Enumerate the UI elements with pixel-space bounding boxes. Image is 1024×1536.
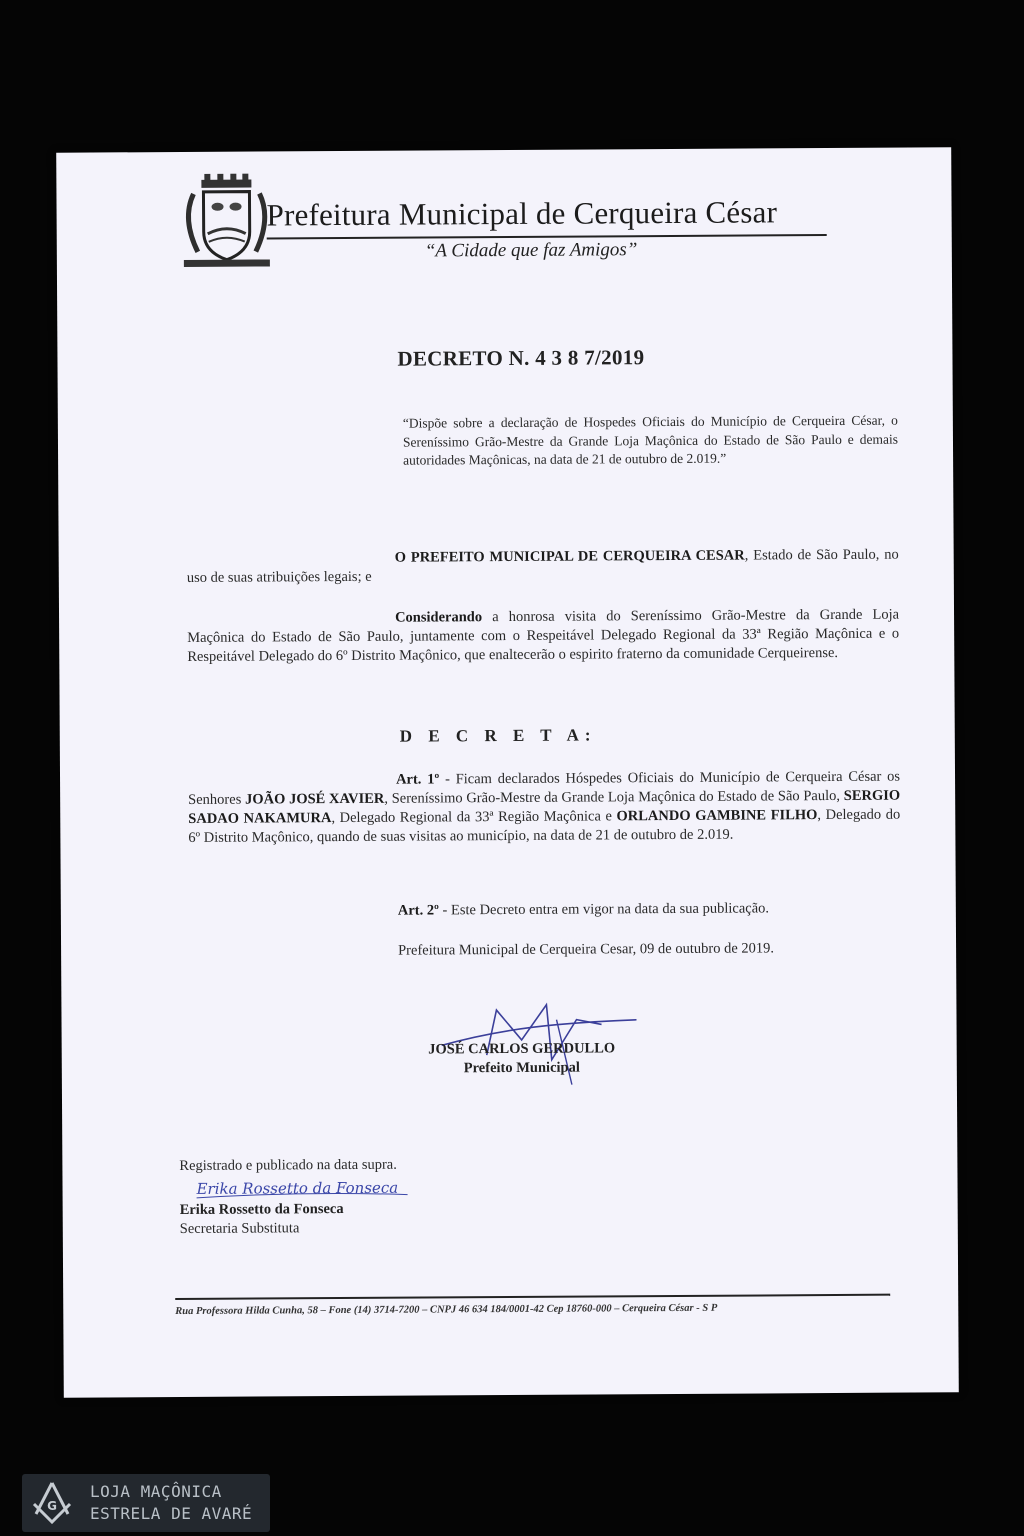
- guest-name-1: JOÃO JOSÉ XAVIER: [245, 790, 385, 808]
- decree-summary: “Dispõe sobre a declaração de Hospedes Oficiais do Município de Cerqueira César, o Sereníssimo Grão-Mestre da Grande Loja Maçônica do Estado de São Paulo e demais autoridades Maçônicas, na data de 21 de outubro de 2.019.”: [402, 412, 899, 468]
- decreta-heading: D E C R E T A:: [399, 725, 597, 746]
- document-page: [56, 147, 959, 1397]
- mayor-title: O PREFEITO MUNICIPAL DE CERQUEIRA CESAR: [394, 547, 745, 566]
- secretary-handwritten-text: Erika Rossetto da Fonseca: [196, 1178, 399, 1198]
- article-2-text: - Este Decreto entra em vigor na data da sua publicação.: [438, 900, 770, 919]
- guest-name-2: SERGIO SADAO NAKAMURA: [188, 787, 901, 827]
- closing-date-line: Prefeitura Municipal de Cerqueira Cesar, 09 de outubro de 2019.: [398, 940, 775, 959]
- registry-note: Registrado e publicado na data supra.: [179, 1156, 397, 1175]
- secretary-name: Erika Rossetto da Fonseca: [179, 1201, 344, 1219]
- municipal-coat-of-arms-icon: [171, 173, 282, 274]
- article-1: [188, 768, 900, 848]
- secretary-handwritten-signature: [192, 1173, 412, 1204]
- signatory-name: JOSÉ CARLOS GERDULLO: [428, 1040, 616, 1058]
- article-1-text-b: , Sereníssimo Grão-Mestre da Grande Loja Maçônica do Estado de São Paulo,: [384, 787, 844, 807]
- article-1-label: Art. 1º: [395, 771, 440, 788]
- footer-divider: [175, 1294, 890, 1300]
- watermark-text: [90, 1481, 252, 1525]
- square-and-compass-icon: [28, 1480, 76, 1526]
- article-1-text-a: - Ficam declarados Hóspedes Oficiais do Município de Cerqueira César os Senhores: [188, 768, 901, 808]
- footer-address: Rua Professora Hilda Cunha, 58 – Fone (14) 3714-7200 – CNPJ 46 634 184/0001-42 Cep 18760-000 – Cerqueira César - S P: [175, 1302, 718, 1318]
- preamble-text: , Estado de São Paulo, no uso de suas atribuições legais; e: [186, 546, 899, 586]
- letterhead-slogan: “A Cidade que faz Amigos”: [424, 239, 638, 262]
- signatory-block: [402, 1039, 642, 1078]
- considering-label: Considerando: [395, 609, 483, 626]
- signatory-role: Prefeito Municipal: [463, 1059, 580, 1077]
- preamble-paragraph: [187, 546, 899, 588]
- svg-text:G: G: [47, 1499, 57, 1513]
- secretary-role: Secretaria Substituta: [179, 1220, 300, 1238]
- watermark-badge: [22, 1474, 270, 1532]
- considering-paragraph: [187, 606, 899, 667]
- guest-name-3: ORLANDO GAMBINE FILHO: [616, 807, 818, 825]
- article-1-text-d: , Delegado do 6º Distrito Maçônico, quando de suas visitas ao município, na data de 21 de outubro de 2.019.: [188, 806, 901, 846]
- watermark-line-2: ESTRELA DE AVARÉ: [90, 1504, 253, 1523]
- watermark-line-1: LOJA MAÇÔNICA: [90, 1482, 222, 1501]
- letterhead-title: Prefeitura Municipal de Cerqueira César: [266, 194, 778, 233]
- letterhead-divider: [267, 234, 827, 239]
- decree-title: DECRETO N. 4 3 8 7/2019: [397, 345, 645, 371]
- article-2-label: Art. 2º: [397, 902, 439, 919]
- considering-text: a honrosa visita do Sereníssimo Grão-Mestre da Grande Loja Maçônica do Estado de São Paulo, juntamente com o Respeitável Delegado Regional da 33ª Região Maçônica e o Respeitável Delegado do 6º Distrito Maçônico, que enaltecerão o espirito fraterno da comunidade Cerqueirense.: [187, 606, 900, 665]
- article-1-text-c: , Delegado Regional da 33ª Região Maçônica e: [331, 808, 617, 827]
- article-2: [398, 900, 769, 919]
